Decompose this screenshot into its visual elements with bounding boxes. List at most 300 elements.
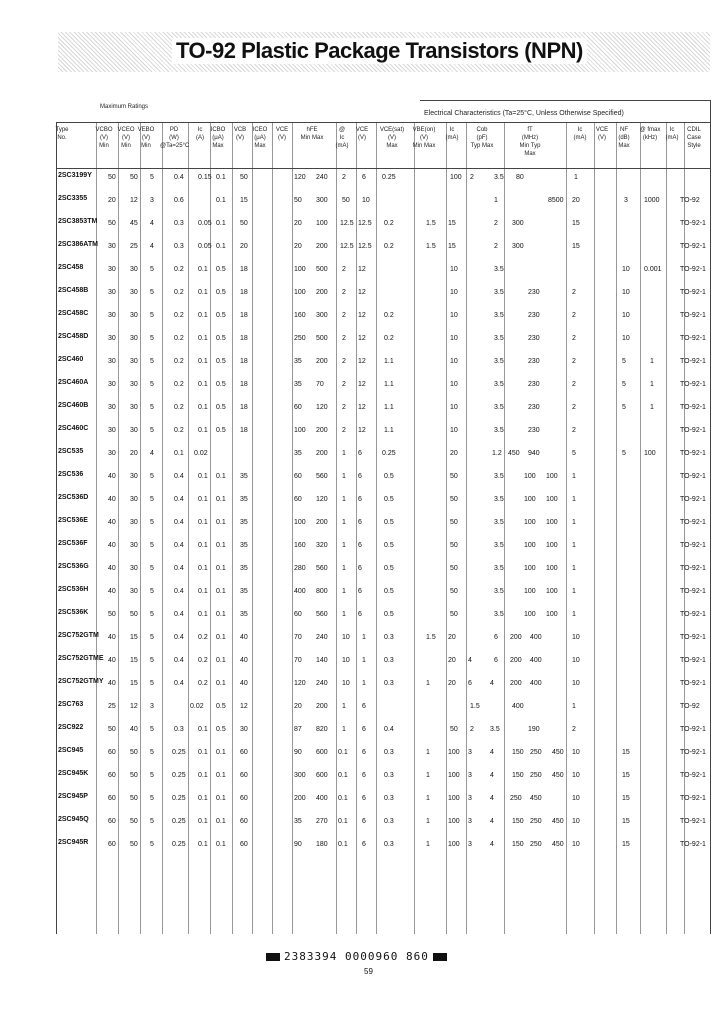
table-cell: 100 [450, 174, 462, 181]
table-row [0, 609, 720, 621]
table-cell: 6 [362, 772, 366, 779]
table-cell: 6 [358, 519, 362, 526]
table-cell: 40 [108, 657, 116, 664]
table-cell: 30 [130, 427, 138, 434]
table-cell: 6 [362, 795, 366, 802]
table-cell: 1 [572, 703, 576, 710]
table-cell: 50 [450, 542, 458, 549]
table-cell: 100 [546, 565, 558, 572]
table-cell: 100 [294, 519, 306, 526]
table-cell: 5 [150, 266, 154, 273]
table-cell: 0.3 [384, 795, 394, 802]
table-cell: 450 [552, 749, 564, 756]
table-cell: 5 [150, 312, 154, 319]
table-cell: 30 [130, 289, 138, 296]
table-cell: 6 [468, 680, 472, 687]
table-cell: 50 [108, 220, 116, 227]
table-cell: 0.1 [198, 289, 208, 296]
table-cell: 0.1 [216, 749, 226, 756]
table-cell: 90 [294, 841, 302, 848]
table-cell: 50 [240, 220, 248, 227]
table-cell: 0.2 [174, 381, 184, 388]
table-cell: 3.5 [494, 496, 504, 503]
table-cell: 0.1 [216, 680, 226, 687]
table-cell: 1 [342, 473, 346, 480]
table-cell: 10 [622, 289, 630, 296]
table-cell: 3.5 [494, 358, 504, 365]
part-number: 2SC752GTME [58, 655, 104, 662]
column-header: ICEO (μA) Max [252, 127, 268, 149]
table-cell: 0.2 [174, 335, 184, 342]
table-cell: 3.5 [494, 335, 504, 342]
column-header: @ fmax (kHz) [639, 127, 661, 141]
table-cell: 120 [316, 496, 328, 503]
column-header: VCE (V) [355, 127, 369, 141]
table-cell: 0.3 [174, 243, 184, 250]
table-cell: 400 [512, 703, 524, 710]
table-row [0, 471, 720, 483]
table-cell: 450 [552, 841, 564, 848]
table-cell: 50 [130, 795, 138, 802]
column-header: NF (dB) Max [618, 127, 630, 149]
table-cell: 35 [240, 588, 248, 595]
table-cell: 200 [510, 634, 522, 641]
table-cell: TO-92-1 [680, 726, 706, 733]
column-header: VBE(on) (V) Min Max [412, 127, 436, 149]
table-cell: 15 [572, 220, 580, 227]
table-cell: 6 [358, 565, 362, 572]
table-cell: 0.5 [216, 335, 226, 342]
part-number: 2SC752GTMY [58, 678, 104, 685]
table-cell: 1 [362, 657, 366, 664]
table-cell: 1 [426, 772, 430, 779]
table-cell: 70 [316, 381, 324, 388]
table-cell: 100 [546, 588, 558, 595]
table-cell: 100 [546, 542, 558, 549]
column-header: VCB (V) [233, 127, 247, 141]
table-cell: 0.1 [216, 542, 226, 549]
table-cell: 12 [358, 427, 366, 434]
part-number: 2SC763 [58, 701, 84, 708]
table-row [0, 770, 720, 782]
table-cell: 3.5 [494, 404, 504, 411]
table-cell: 0.4 [174, 680, 184, 687]
table-cell: 1.5 [426, 220, 436, 227]
part-number: 2SC460C [58, 425, 89, 432]
table-cell: 2 [342, 427, 346, 434]
table-cell: 50 [130, 749, 138, 756]
table-cell: 50 [450, 496, 458, 503]
table-cell: 15 [130, 657, 138, 664]
table-cell: 5 [150, 542, 154, 549]
table-cell: 10 [572, 749, 580, 756]
table-row [0, 563, 720, 575]
table-cell: 5 [150, 634, 154, 641]
table-cell: 0.1 [216, 473, 226, 480]
table-cell: TO-92-1 [680, 289, 706, 296]
table-cell: 10 [342, 657, 350, 664]
table-cell: 15 [130, 634, 138, 641]
table-cell: 0.02 [190, 703, 204, 710]
table-cell: 450 [552, 772, 564, 779]
table-cell: 0.5 [216, 381, 226, 388]
table-cell: 1 [342, 542, 346, 549]
table-cell: 18 [240, 381, 248, 388]
table-cell: 60 [108, 749, 116, 756]
table-cell: 20 [130, 450, 138, 457]
table-cell: 60 [108, 795, 116, 802]
table-cell: 10 [450, 381, 458, 388]
table-cell: 5 [622, 450, 626, 457]
table-cell: 2 [470, 174, 474, 181]
part-number: 2SC458 [58, 264, 84, 271]
table-cell: TO-92-1 [680, 680, 706, 687]
table-row [0, 310, 720, 322]
electrical-characteristics-label: Electrical Characteristics (Ta=25°C, Unless Otherwise Specified) [424, 110, 624, 117]
table-cell: 0.5 [384, 588, 394, 595]
table-cell: 300 [512, 243, 524, 250]
table-cell: 40 [240, 657, 248, 664]
table-cell: 5 [150, 726, 154, 733]
table-cell: 2 [342, 174, 346, 181]
table-cell: 4 [150, 450, 154, 457]
table-cell: 0.2 [384, 335, 394, 342]
table-cell: 0.3 [384, 818, 394, 825]
table-cell: TO-92-1 [680, 749, 706, 756]
part-number: 2SC3199Y [58, 172, 92, 179]
table-cell: 6 [494, 657, 498, 664]
table-cell: 100 [546, 519, 558, 526]
table-cell: 0.2 [198, 657, 208, 664]
part-number: 2SC945 [58, 747, 84, 754]
table-cell: 230 [528, 358, 540, 365]
table-cell: 30 [108, 266, 116, 273]
table-row [0, 195, 720, 207]
column-header: VCEO (V) Min [117, 127, 135, 149]
table-cell: 100 [448, 749, 460, 756]
table-cell: 4 [490, 749, 494, 756]
table-cell: 40 [108, 542, 116, 549]
table-row [0, 816, 720, 828]
table-cell: 12 [358, 289, 366, 296]
table-cell: 3 [150, 703, 154, 710]
table-cell: 0.2 [174, 266, 184, 273]
table-cell: 40 [108, 680, 116, 687]
barcode-text: 2383394 0000960 860 [284, 950, 429, 963]
table-cell: 250 [294, 335, 306, 342]
table-cell: 3 [468, 795, 472, 802]
table-cell: TO-92-1 [680, 404, 706, 411]
table-cell: 35 [294, 358, 302, 365]
table-cell: 10 [572, 795, 580, 802]
table-cell: 240 [316, 174, 328, 181]
table-cell: 1.5 [470, 703, 480, 710]
table-cell: 0.4 [174, 611, 184, 618]
table-cell: 0.1 [198, 404, 208, 411]
table-cell: 0.4 [174, 542, 184, 549]
table-cell: 100 [294, 289, 306, 296]
table-cell: 0.25 [172, 749, 186, 756]
table-row [0, 747, 720, 759]
table-cell: 3.5 [494, 611, 504, 618]
table-cell: 0.1 [216, 588, 226, 595]
table-cell: 6 [362, 703, 366, 710]
table-cell: 2 [342, 335, 346, 342]
table-cell: 10 [450, 312, 458, 319]
table-cell: 60 [108, 841, 116, 848]
table-cell: 2 [572, 335, 576, 342]
table-cell: 1 [650, 381, 654, 388]
table-cell: 5 [150, 289, 154, 296]
table-cell: 30 [108, 427, 116, 434]
table-cell: 250 [530, 772, 542, 779]
column-header: VCE (V) [595, 127, 609, 141]
table-cell: 0.1 [198, 473, 208, 480]
table-cell: 12.5 [358, 243, 372, 250]
table-cell: 200 [316, 243, 328, 250]
table-cell: 100 [294, 427, 306, 434]
table-row [0, 724, 720, 736]
table-cell: 5 [150, 404, 154, 411]
table-cell: 50 [108, 174, 116, 181]
table-cell: TO-92-1 [680, 588, 706, 595]
table-cell: 0.1 [338, 818, 348, 825]
table-cell: 1.2 [492, 450, 502, 457]
table-cell: 30 [130, 312, 138, 319]
table-cell: 40 [240, 634, 248, 641]
table-cell: 35 [240, 611, 248, 618]
table-cell: 0.1 [198, 611, 208, 618]
table-cell: 60 [294, 611, 302, 618]
table-cell: TO-92-1 [680, 657, 706, 664]
table-cell: 800 [316, 588, 328, 595]
table-cell: 15 [622, 749, 630, 756]
table-cell: 20 [294, 703, 302, 710]
table-cell: 5 [150, 772, 154, 779]
barcode-marker-right [433, 953, 447, 961]
table-cell: 0.5 [216, 703, 226, 710]
table-row [0, 356, 720, 368]
table-cell: 12 [130, 703, 138, 710]
table-row [0, 632, 720, 644]
table-cell: 150 [512, 772, 524, 779]
table-cell: 2 [342, 266, 346, 273]
table-cell: 120 [294, 174, 306, 181]
table-cell: 0.1 [174, 450, 184, 457]
table-cell: 60 [240, 841, 248, 848]
table-cell: TO-92-1 [680, 841, 706, 848]
table-cell: 150 [512, 749, 524, 756]
table-cell: 25 [108, 703, 116, 710]
table-cell: 0.1 [216, 611, 226, 618]
table-cell: 0.1 [198, 818, 208, 825]
table-cell: 12 [358, 381, 366, 388]
table-cell: 6 [362, 749, 366, 756]
table-cell: 40 [108, 519, 116, 526]
table-cell: 0.1 [216, 243, 226, 250]
table-cell: 10 [450, 266, 458, 273]
table-cell: 0.1 [338, 749, 348, 756]
table-cell: 0.3 [384, 749, 394, 756]
table-cell: 0.2 [198, 680, 208, 687]
table-cell: 6 [358, 450, 362, 457]
table-cell: 200 [316, 703, 328, 710]
table-cell: 3.5 [494, 565, 504, 572]
table-cell: 10 [362, 197, 370, 204]
table-cell: 1 [342, 588, 346, 595]
table-cell: 100 [448, 818, 460, 825]
table-cell: 5 [150, 841, 154, 848]
table-cell: 6 [494, 634, 498, 641]
table-cell: 100 [524, 519, 536, 526]
table-cell: 5 [150, 657, 154, 664]
table-cell: 5 [622, 404, 626, 411]
table-cell: 0.3 [384, 657, 394, 664]
table-cell: 6 [358, 496, 362, 503]
table-cell: 0.05 [198, 220, 212, 227]
table-cell: 0.1 [198, 312, 208, 319]
table-cell: 2 [572, 427, 576, 434]
column-header: CDIL Case Style [686, 127, 701, 149]
table-cell: 35 [240, 519, 248, 526]
part-number: 2SC3355 [58, 195, 88, 202]
table-cell: 30 [130, 404, 138, 411]
table-cell: 0.25 [172, 795, 186, 802]
column-header: Ic (mA) [665, 127, 679, 141]
table-cell: 10 [572, 634, 580, 641]
header-bottom-rule [56, 168, 710, 169]
table-cell: 40 [108, 496, 116, 503]
column-header: hFE Min Max [300, 127, 324, 141]
table-cell: 0.5 [384, 565, 394, 572]
table-cell: 0.1 [338, 772, 348, 779]
table-cell: 1 [362, 680, 366, 687]
table-cell: 90 [294, 749, 302, 756]
table-row [0, 218, 720, 230]
table-cell: 0.25 [172, 818, 186, 825]
table-cell: 30 [130, 335, 138, 342]
table-cell: 0.1 [198, 795, 208, 802]
table-cell: 100 [448, 841, 460, 848]
table-cell: TO-92-1 [680, 473, 706, 480]
table-cell: 20 [240, 243, 248, 250]
table-cell: 6 [362, 818, 366, 825]
table-cell: 3.5 [494, 266, 504, 273]
table-cell: 940 [528, 450, 540, 457]
table-cell: 50 [450, 473, 458, 480]
table-cell: 0.1 [338, 795, 348, 802]
table-cell: 6 [358, 588, 362, 595]
table-cell: 230 [528, 404, 540, 411]
barcode-marker-left [266, 953, 280, 961]
table-cell: 1.1 [384, 381, 394, 388]
table-cell: 30 [130, 496, 138, 503]
table-row [0, 425, 720, 437]
table-cell: 0.4 [384, 726, 394, 733]
table-cell: 50 [130, 818, 138, 825]
table-cell: 0.4 [174, 519, 184, 526]
table-cell: TO-92-1 [680, 496, 706, 503]
table-cell: 50 [450, 565, 458, 572]
table-cell: 10 [572, 680, 580, 687]
table-cell: 5 [150, 473, 154, 480]
table-cell: 10 [572, 772, 580, 779]
table-cell: 3 [468, 772, 472, 779]
table-cell: 300 [294, 772, 306, 779]
table-cell: 30 [130, 542, 138, 549]
table-cell: 4 [468, 657, 472, 664]
table-cell: 1 [342, 726, 346, 733]
table-cell: TO-92-1 [680, 634, 706, 641]
table-cell: 2 [572, 381, 576, 388]
max-ratings-label: Maximum Ratings [100, 104, 149, 110]
table-cell: 0.1 [198, 726, 208, 733]
table-cell: 20 [294, 243, 302, 250]
part-number: 2SC536E [58, 517, 88, 524]
table-cell: 100 [524, 473, 536, 480]
table-cell: 100 [546, 496, 558, 503]
table-cell: 60 [240, 818, 248, 825]
table-cell: 35 [294, 818, 302, 825]
part-number: 2SC752GTM [58, 632, 99, 639]
table-row [0, 793, 720, 805]
table-cell: 100 [644, 450, 656, 457]
table-cell: 4 [490, 772, 494, 779]
table-cell: 45 [130, 220, 138, 227]
table-cell: 35 [240, 565, 248, 572]
table-cell: 1 [572, 473, 576, 480]
table-cell: 0.1 [216, 841, 226, 848]
table-cell: 10 [450, 289, 458, 296]
table-row [0, 287, 720, 299]
table-cell: 250 [530, 841, 542, 848]
table-cell: 0.1 [198, 542, 208, 549]
table-cell: 200 [316, 289, 328, 296]
column-header: @ Ic (mA) [335, 127, 349, 149]
table-cell: 60 [294, 496, 302, 503]
table-cell: 0.5 [216, 289, 226, 296]
table-cell: 4 [490, 818, 494, 825]
table-cell: 50 [450, 519, 458, 526]
table-cell: 60 [294, 473, 302, 480]
table-cell: 1.1 [384, 358, 394, 365]
table-cell: 3 [150, 197, 154, 204]
part-number: 2SC386ATM [58, 241, 98, 248]
table-cell: 0.1 [198, 588, 208, 595]
table-cell: 3 [468, 749, 472, 756]
table-row [0, 379, 720, 391]
table-cell: 100 [524, 565, 536, 572]
table-cell: TO-92-1 [680, 565, 706, 572]
table-cell: 140 [316, 657, 328, 664]
table-cell: 12 [130, 197, 138, 204]
table-cell: 0.3 [384, 772, 394, 779]
table-cell: 0.6 [174, 197, 184, 204]
table-cell: 400 [530, 634, 542, 641]
table-cell: 60 [240, 749, 248, 756]
table-cell: 2 [572, 358, 576, 365]
table-cell: 10 [622, 266, 630, 273]
table-cell: 0.3 [384, 680, 394, 687]
table-cell: 600 [316, 772, 328, 779]
table-cell: 2 [572, 312, 576, 319]
table-row [0, 402, 720, 414]
table-cell: 0.1 [216, 634, 226, 641]
column-header: VCBO (V) Min [95, 127, 113, 149]
table-cell: 1 [426, 680, 430, 687]
table-cell: 1 [574, 174, 578, 181]
column-header: Type No. [55, 127, 69, 141]
